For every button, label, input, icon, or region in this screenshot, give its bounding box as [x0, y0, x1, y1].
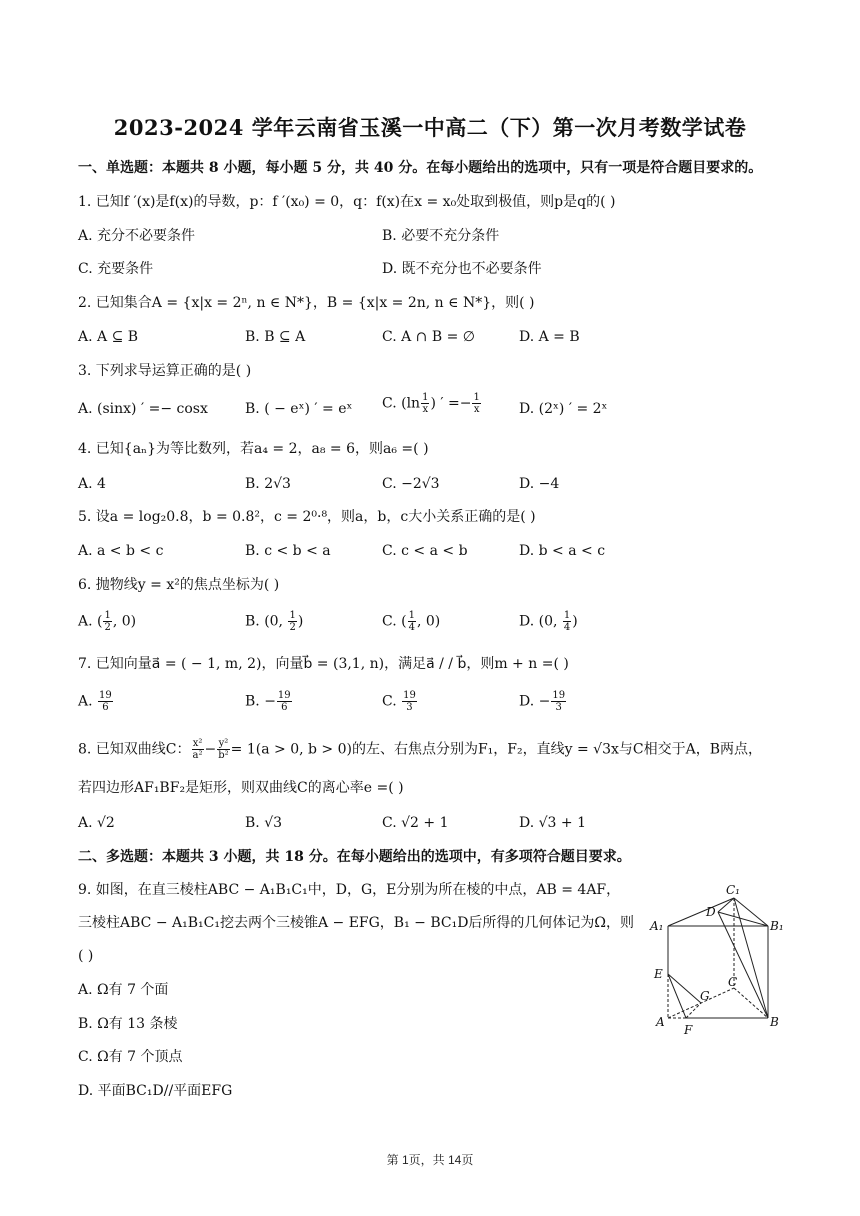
- q6-a-suffix: , 0): [112, 613, 137, 630]
- q7-a-prefix: A.: [78, 693, 98, 710]
- edge-d-b1: [718, 912, 768, 926]
- question-7-stem: 7. 已知向量a⃗ = ( − 1, m, 2)，向量b⃗ = (3,1, n)，满足a⃗ / / b⃗，则m + n =( ): [78, 656, 569, 672]
- question-1-stem: 1. 已知f ′(x)是f(x)的导数，p：f ′(x₀) = 0，q：f(x)在x = x₀处取到极值，则p是q的( ): [78, 194, 616, 210]
- q6-c-den: 4: [408, 622, 415, 633]
- question-7-option-a: [78, 690, 114, 713]
- question-5-option-d: D. b < a < c: [519, 543, 606, 559]
- q7-c-num: 19: [403, 690, 416, 701]
- q8-den-a: a²: [192, 750, 203, 761]
- question-2-option-a: A. A ⊆ B: [78, 329, 139, 345]
- label-e: E: [654, 967, 663, 981]
- label-a1: A₁: [650, 919, 664, 933]
- question-2-option-d: D. A = B: [519, 329, 580, 345]
- q7-b-den: 6: [281, 702, 288, 713]
- question-6-stem: 6. 抛物线y = x²的焦点坐标为( ): [78, 577, 280, 593]
- q3-c-middle: ) ′ =−: [430, 395, 472, 412]
- label-b1: B₁: [770, 919, 784, 933]
- edge-a1-c1: [668, 898, 734, 926]
- question-3-option-c: [382, 392, 482, 415]
- question-9-option-c: C. Ω有 7 个顶点: [78, 1049, 183, 1065]
- question-6-option-d: [519, 610, 578, 633]
- question-9-stem-line-3: ( ): [78, 948, 94, 964]
- label-d: D: [706, 905, 716, 919]
- q3-c-fraction-1: [421, 392, 429, 415]
- q6-a-num: 1: [104, 610, 111, 621]
- q8-suffix: = 1(a > 0, b > 0)的左、右焦点分别为F₁，F₂，直线y = √3x与C相交于A，B两点，: [230, 741, 762, 758]
- q6-b-den: 2: [289, 622, 296, 633]
- page-footer: 第 1页，共 14页: [386, 1153, 474, 1167]
- section-multiple-choice-heading: 二、多选题：本题共 3 小题，共 18 分。在每小题给出的选项中，有多项符合题目要求。: [78, 849, 631, 865]
- q6-b-fraction: [288, 610, 296, 633]
- question-8-option-a: A. √2: [78, 815, 115, 831]
- edge-c1-b: [734, 898, 768, 1018]
- q7-a-fraction: [98, 690, 113, 713]
- question-4-option-d: D. −4: [519, 476, 560, 492]
- label-a: A: [656, 1015, 665, 1029]
- question-9-option-a: A. Ω有 7 个面: [78, 982, 169, 998]
- q6-d-suffix: ): [572, 613, 578, 630]
- prism-figure: [648, 878, 784, 1040]
- question-1-option-b: B. 必要不充分条件: [382, 228, 500, 244]
- question-3-stem: 3. 下列求导运算正确的是( ): [78, 363, 252, 379]
- question-5-option-c: C. c < a < b: [382, 543, 468, 559]
- q6-d-num: 1: [563, 610, 571, 621]
- label-c1: C₁: [726, 883, 740, 897]
- label-g: G: [700, 989, 710, 1003]
- q7-c-prefix: C.: [382, 693, 402, 710]
- section-single-choice-heading: 一、单选题：本题共 8 小题，每小题 5 分，共 40 分。在每小题给出的选项中，只有一项是符合题目要求的。: [78, 160, 763, 176]
- q7-b-num: 19: [277, 690, 291, 701]
- q6-c-suffix: , 0): [416, 613, 441, 630]
- question-7-option-d: [519, 690, 567, 713]
- question-9-option-b: B. Ω有 13 条棱: [78, 1016, 178, 1032]
- question-6-option-c: [382, 610, 440, 633]
- q6-d-fraction: [563, 610, 571, 633]
- q6-d-prefix: D. (0,: [519, 613, 562, 630]
- q7-c-den: 3: [406, 702, 413, 713]
- label-f: F: [684, 1023, 693, 1037]
- question-8-option-b: B. √3: [245, 815, 283, 831]
- q6-b-prefix: B. (0,: [245, 613, 288, 630]
- edge-d-c1: [718, 898, 734, 912]
- q6-b-suffix: ): [297, 613, 304, 630]
- q6-a-den: 2: [104, 622, 111, 633]
- question-9-option-d: D. 平面BC₁D//平面EFG: [78, 1083, 233, 1099]
- question-3-option-d: D. (2ˣ) ′ = 2ˣ: [519, 401, 608, 417]
- label-c: C: [728, 975, 738, 989]
- edge-c-b: [734, 988, 768, 1018]
- edge-e-f: [668, 974, 686, 1018]
- question-1-option-d: D. 既不充分也不必要条件: [382, 261, 542, 277]
- q8-minus: −: [204, 741, 217, 758]
- q7-a-den: 6: [102, 702, 109, 713]
- question-9-stem-line-1: 9. 如图，在直三棱柱ABC − A₁B₁C₁中，D，G，E分别为所在棱的中点，AB = 4AF，: [78, 882, 621, 898]
- question-5-option-b: B. c < b < a: [245, 543, 331, 559]
- question-4-option-a: A. 4: [78, 476, 106, 492]
- question-8-option-d: D. √3 + 1: [519, 815, 586, 831]
- label-b: B: [770, 1015, 779, 1029]
- question-5-stem: 5. 设a = log₂0.8，b = 0.8²，c = 2⁰·⁸，则a，b，c大小关系正确的是( ): [78, 509, 536, 525]
- question-1-option-c: C. 充要条件: [78, 261, 154, 277]
- question-5-option-a: A. a < b < c: [78, 543, 164, 559]
- q8-prefix: 8. 已知双曲线C：: [78, 741, 191, 758]
- q7-d-den: 3: [555, 702, 562, 713]
- q6-c-fraction: [408, 610, 416, 633]
- q7-d-fraction: [551, 690, 566, 713]
- q7-d-prefix: D. −: [519, 693, 551, 710]
- q8-fraction-y: [217, 738, 229, 761]
- q3-c-prefix: C. (ln: [382, 395, 421, 412]
- q7-b-fraction: [277, 690, 292, 713]
- question-9-stem-line-2: 三棱柱ABC − A₁B₁C₁挖去两个三棱锥A − EFG，B₁ − BC₁D后所得的几何体记为Ω，则: [78, 915, 635, 931]
- question-4-stem: 4. 已知{aₙ}为等比数列，若a₄ = 2，a₈ = 6，则a₆ =( ): [78, 441, 429, 457]
- question-6-option-b: [245, 610, 303, 633]
- question-8-stem-line-2: 若四边形AF₁BF₂是矩形，则双曲线C的离心率e =( ): [78, 780, 404, 796]
- question-4-option-c: C. −2√3: [382, 476, 440, 492]
- q7-b-prefix: B. −: [245, 693, 276, 710]
- q7-a-num: 19: [99, 690, 112, 701]
- question-2-option-b: B. B ⊆ A: [245, 329, 306, 345]
- question-7-option-c: [382, 690, 418, 713]
- question-1-option-a: A. 充分不必要条件: [78, 228, 196, 244]
- q8-fraction-x: [192, 738, 204, 761]
- q3-c-num-2: 1: [473, 392, 480, 403]
- q3-c-fraction-2: [472, 392, 480, 415]
- question-4-option-b: B. 2√3: [245, 476, 291, 492]
- question-7-option-b: [245, 690, 293, 713]
- q7-c-fraction: [402, 690, 417, 713]
- edge-c1-b1: [734, 898, 768, 926]
- q7-d-num: 19: [552, 690, 566, 701]
- question-3-option-a: A. (sinx) ′ =− cosx: [78, 401, 208, 417]
- question-2-stem: 2. 已知集合A = {x|x = 2ⁿ, n ∈ N*}，B = {x|x = 2n, n ∈ N*}，则( ): [78, 295, 535, 311]
- page-title: 2023-2024 学年云南省玉溪一中高二（下）第一次月考数学试卷: [113, 115, 747, 140]
- question-8-stem-line-1: [78, 738, 762, 761]
- prism-diagram: [648, 878, 784, 1040]
- q6-a-fraction: [103, 610, 111, 633]
- q6-c-prefix: C. (: [382, 613, 407, 630]
- q6-d-den: 4: [563, 622, 571, 633]
- q3-c-num-1: 1: [422, 392, 429, 403]
- edge-f-g: [686, 1003, 701, 1018]
- edge-e-g: [668, 974, 701, 1003]
- q8-num-y: y²: [218, 738, 229, 749]
- question-2-option-c: C. A ∩ B = ∅: [382, 329, 475, 345]
- question-3-option-b: B. ( − eˣ) ′ = eˣ: [245, 401, 353, 417]
- q6-b-num: 1: [289, 610, 296, 621]
- question-8-option-c: C. √2 + 1: [382, 815, 449, 831]
- q8-den-b: b²: [218, 750, 229, 761]
- q6-a-prefix: A. (: [78, 613, 103, 630]
- q3-c-den-1: x: [422, 404, 429, 415]
- q6-c-num: 1: [408, 610, 415, 621]
- edge-d-b: [718, 912, 768, 1018]
- q3-c-den-2: x: [473, 404, 480, 415]
- question-6-option-a: [78, 610, 136, 633]
- q8-num-x: x²: [192, 738, 203, 749]
